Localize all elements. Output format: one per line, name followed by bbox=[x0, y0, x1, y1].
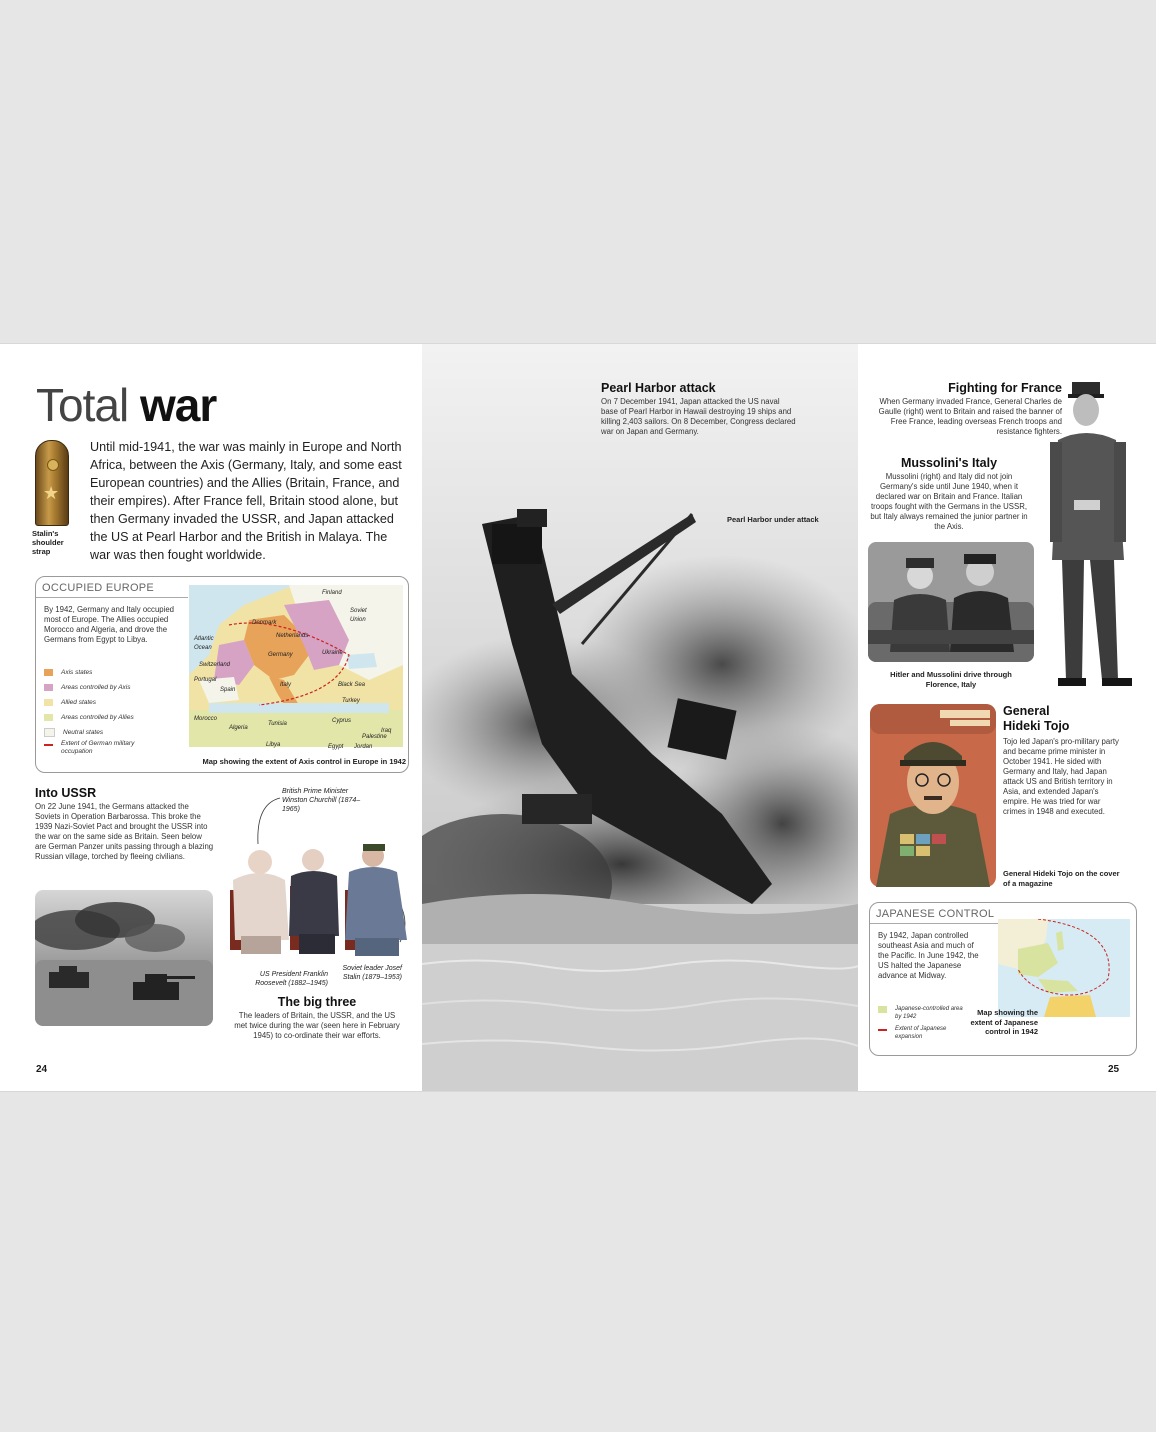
big-three-photo bbox=[225, 840, 415, 958]
occupied-europe-box bbox=[35, 576, 409, 773]
japanese-control-heading: JAPANESE CONTROL bbox=[876, 908, 995, 920]
japanese-control-text: By 1942, Japan controlled southeast Asia and much of the Pacific. In June 1942, the US halted the Japanese advance at Midway. bbox=[878, 931, 979, 980]
map-label-soviet-union: Soviet Union bbox=[350, 608, 367, 623]
map-label-atlantic: Atlantic Ocean bbox=[194, 636, 214, 651]
page-title: Total war bbox=[36, 379, 217, 431]
roosevelt-label: US President Franklin Roosevelt (1882–1945) bbox=[255, 971, 328, 987]
map-label-egypt: Egypt bbox=[328, 744, 344, 750]
italy-text: Mussolini (right) and Italy did not join Germany's side until June 1940, when it declared war on Britain and France. Italian troops fought with the Germans in the USSR, but Italy always remained the junior partner in the Axis. bbox=[870, 472, 1028, 531]
map-label-morocco: Morocco bbox=[194, 716, 218, 722]
map-label-libya: Libya bbox=[266, 742, 281, 748]
into-ussr-text: On 22 June 1941, the Germans attacked the Soviets in Operation Barbarossa. This broke the 1939 Nazi-Soviet Pact and brought the USSR into the war on the same side as Britain. Seen below are German Panzer units passing through a blazing Russian village, torched by fleeing civilians. bbox=[35, 802, 214, 861]
map-label-black-sea: Black Sea bbox=[338, 682, 366, 688]
map-label-portugal: Portugal bbox=[194, 677, 217, 683]
tojo-heading: General Hideki Tojo bbox=[1003, 704, 1070, 733]
map-label-netherlands: Netherlands bbox=[276, 633, 309, 639]
pearl-harbor-caption: Pearl Harbor under attack bbox=[727, 515, 819, 524]
map-label-spain: Spain bbox=[220, 687, 236, 693]
map-label-germany: Germany bbox=[268, 652, 293, 658]
map-label-switzerland: Switzerland bbox=[199, 662, 231, 668]
star-icon: ★ bbox=[43, 483, 60, 503]
map-label-denmark: Denmark bbox=[252, 620, 277, 626]
legend-german-extent: Extent of German military occupation bbox=[44, 740, 194, 760]
europe-map-caption: Map showing the extent of Axis control in Europe in 1942 bbox=[202, 757, 406, 766]
map-label-tunisia: Tunisia bbox=[268, 721, 287, 727]
emblem-icon bbox=[47, 459, 59, 471]
map-label-ukraine: Ukraine bbox=[322, 650, 343, 656]
big-three-heading: The big three bbox=[277, 995, 357, 1009]
france-heading: Fighting for France bbox=[948, 381, 1062, 395]
book-spread bbox=[0, 343, 1156, 1092]
legend-allied: Allied states bbox=[44, 695, 194, 710]
pearl-harbor-photo bbox=[422, 344, 858, 1091]
map-label-jordan: Jordan bbox=[354, 744, 373, 750]
strap-caption: Stalin's shoulder strap bbox=[32, 529, 64, 556]
europe-map-legend bbox=[44, 665, 194, 760]
legend-japanese-expansion: Extent of Japanese expansion bbox=[878, 1025, 978, 1045]
map-label-cyprus: Cyprus bbox=[332, 718, 352, 724]
japanese-control-box bbox=[869, 902, 1137, 1056]
tojo-magazine-photo bbox=[870, 704, 996, 887]
tojo-caption: General Hideki Tojo on the cover of a magazine bbox=[1003, 869, 1120, 888]
page-number-right: 25 bbox=[1108, 1064, 1120, 1075]
panzer-photo bbox=[35, 890, 213, 1026]
japan-map-caption: Map showing the extent of Japanese control in 1942 bbox=[970, 1008, 1038, 1036]
italy-caption: Hitler and Mussolini drive through Florence, Italy bbox=[890, 670, 1012, 689]
map-label-iraq: Iraq bbox=[381, 728, 392, 734]
legend-japanese-controlled: Japanese-controlled area by 1942 bbox=[878, 1005, 978, 1025]
map-label-algeria: Algeria bbox=[229, 725, 248, 731]
france-text: When Germany invaded France, General Charles de Gaulle (right) went to Britain and raised the banner of Free France, leading overseas French troops and resistance fighters. bbox=[878, 397, 1062, 436]
hitler-mussolini-photo bbox=[868, 542, 1034, 662]
de-gaulle-photo bbox=[1044, 380, 1138, 690]
pearl-harbor-heading: Pearl Harbor attack bbox=[601, 381, 716, 395]
into-ussr-heading: Into USSR bbox=[35, 786, 97, 800]
legend-neutral: Neutral states bbox=[44, 725, 194, 740]
tojo-text: Tojo led Japan's pro-military party and became prime minister in October 1941. He sided with Germany and Italy, had Japan attack US and British territory in Asia, and extended Japan's empire. He was tried for war crimes in 1948 and executed. bbox=[1003, 737, 1119, 816]
map-label-finland: Finland bbox=[322, 590, 342, 596]
map-label-turkey: Turkey bbox=[342, 698, 360, 704]
legend-axis-controlled: Areas controlled by Axis bbox=[44, 680, 194, 695]
legend-axis: Axis states bbox=[44, 665, 194, 680]
churchill-label: British Prime Minister Winston Churchill (1874–1965) bbox=[282, 788, 361, 813]
pacific-map bbox=[998, 919, 1130, 1017]
map-label-italy: Italy bbox=[280, 682, 292, 688]
japan-map-legend bbox=[878, 1005, 978, 1045]
shoulder-strap-image bbox=[35, 440, 69, 526]
intro-text: Until mid-1941, the war was mainly in Europe and North Africa, between the Axis (Germany, Italy, and some east European countries) and the Allies (Britain, France, and their empires). After France fell, Britain stood alone, but then Germany invaded the USSR, and Japan attacked the US at Pearl Harbor and the British in Malaya. The war was then fought worldwide. bbox=[90, 440, 402, 562]
legend-allied-controlled: Areas controlled by Allies bbox=[44, 710, 194, 725]
page-number-left: 24 bbox=[36, 1064, 48, 1075]
pearl-harbor-text: On 7 December 1941, Japan attacked the US naval base of Pearl Harbor in Hawaii destroying 19 ships and killing 2,403 sailors. On 8 December, Congress declared war on Japan and Germany. bbox=[601, 397, 796, 436]
italy-heading: Mussolini's Italy bbox=[900, 456, 998, 470]
occupied-europe-heading: OCCUPIED EUROPE bbox=[42, 582, 155, 594]
stalin-label: Soviet leader Josef Stalin (1879–1953) bbox=[342, 965, 402, 981]
map-label-palestine: Palestine bbox=[362, 734, 387, 740]
big-three-text: The leaders of Britain, the USSR, and the US met twice during the war (seen here in February 1945) to co-ordinate their war efforts. bbox=[234, 1011, 400, 1040]
occupied-europe-text: By 1942, Germany and Italy occupied most of Europe. The Allies occupied Morocco and Algeria, and drove the Germans from Egypt to Libya. bbox=[44, 605, 175, 644]
